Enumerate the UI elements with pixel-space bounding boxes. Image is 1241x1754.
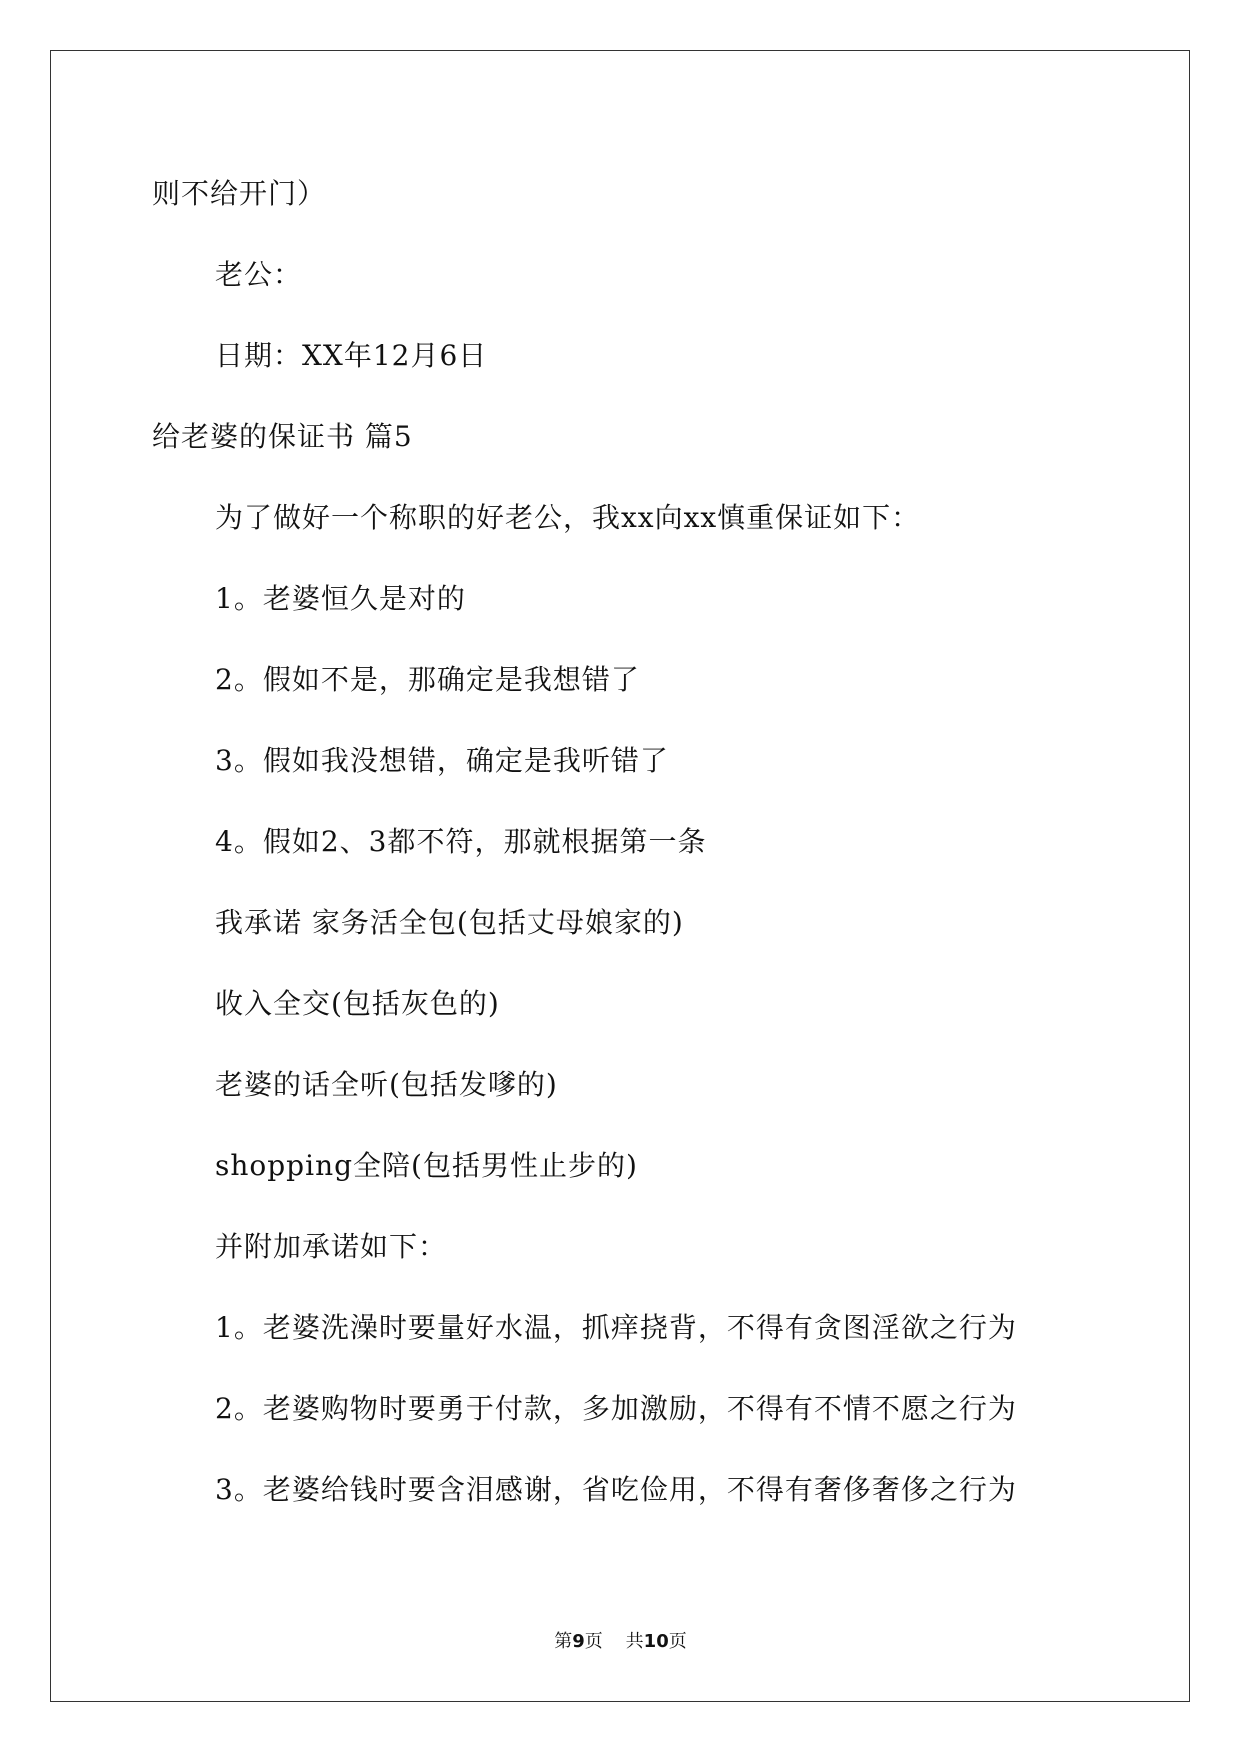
footer-prefix: 第 xyxy=(554,1631,573,1652)
text-line: 4。假如2、3都不符，那就根据第一条 xyxy=(215,825,707,858)
text-line: 为了做好一个称职的好老公，我xx向xx慎重保证如下： xyxy=(215,501,921,534)
section-heading: 给老婆的保证书 篇5 xyxy=(152,420,413,453)
text-line: 2。老婆购物时要勇于付款，多加激励，不得有不情不愿之行为 xyxy=(215,1392,1017,1425)
footer-total-prefix: 共 xyxy=(625,1631,644,1652)
text-line: 3。老婆给钱时要含泪感谢，省吃俭用，不得有奢侈奢侈之行为 xyxy=(215,1473,1017,1506)
text-line: 3。假如我没想错，确定是我听错了 xyxy=(215,744,669,777)
footer-page-suffix: 页 xyxy=(584,1631,603,1652)
text-line: shopping全陪(包括男性止步的) xyxy=(215,1149,638,1182)
text-line: 收入全交(包括灰色的) xyxy=(215,987,500,1020)
text-line: 1。老婆洗澡时要量好水温，抓痒挠背，不得有贪图淫欲之行为 xyxy=(215,1311,1017,1344)
text-line: 老公： xyxy=(215,258,303,291)
text-line: 我承诺 家务活全包(包括丈母娘家的) xyxy=(215,906,684,939)
page-frame xyxy=(50,50,1190,1702)
text-line: 日期：XX年12月6日 xyxy=(215,339,488,372)
text-line: 1。老婆恒久是对的 xyxy=(215,582,466,615)
text-line: 2。假如不是，那确定是我想错了 xyxy=(215,663,640,696)
page-footer xyxy=(0,1630,1241,1654)
text-line: 并附加承诺如下： xyxy=(215,1230,448,1263)
text-line: 则不给开门） xyxy=(152,177,327,210)
total-page-number: 10 xyxy=(643,1631,669,1652)
footer-total-suffix: 页 xyxy=(668,1631,687,1652)
current-page-number: 9 xyxy=(572,1631,585,1652)
text-line: 老婆的话全听(包括发嗲的) xyxy=(215,1068,558,1101)
